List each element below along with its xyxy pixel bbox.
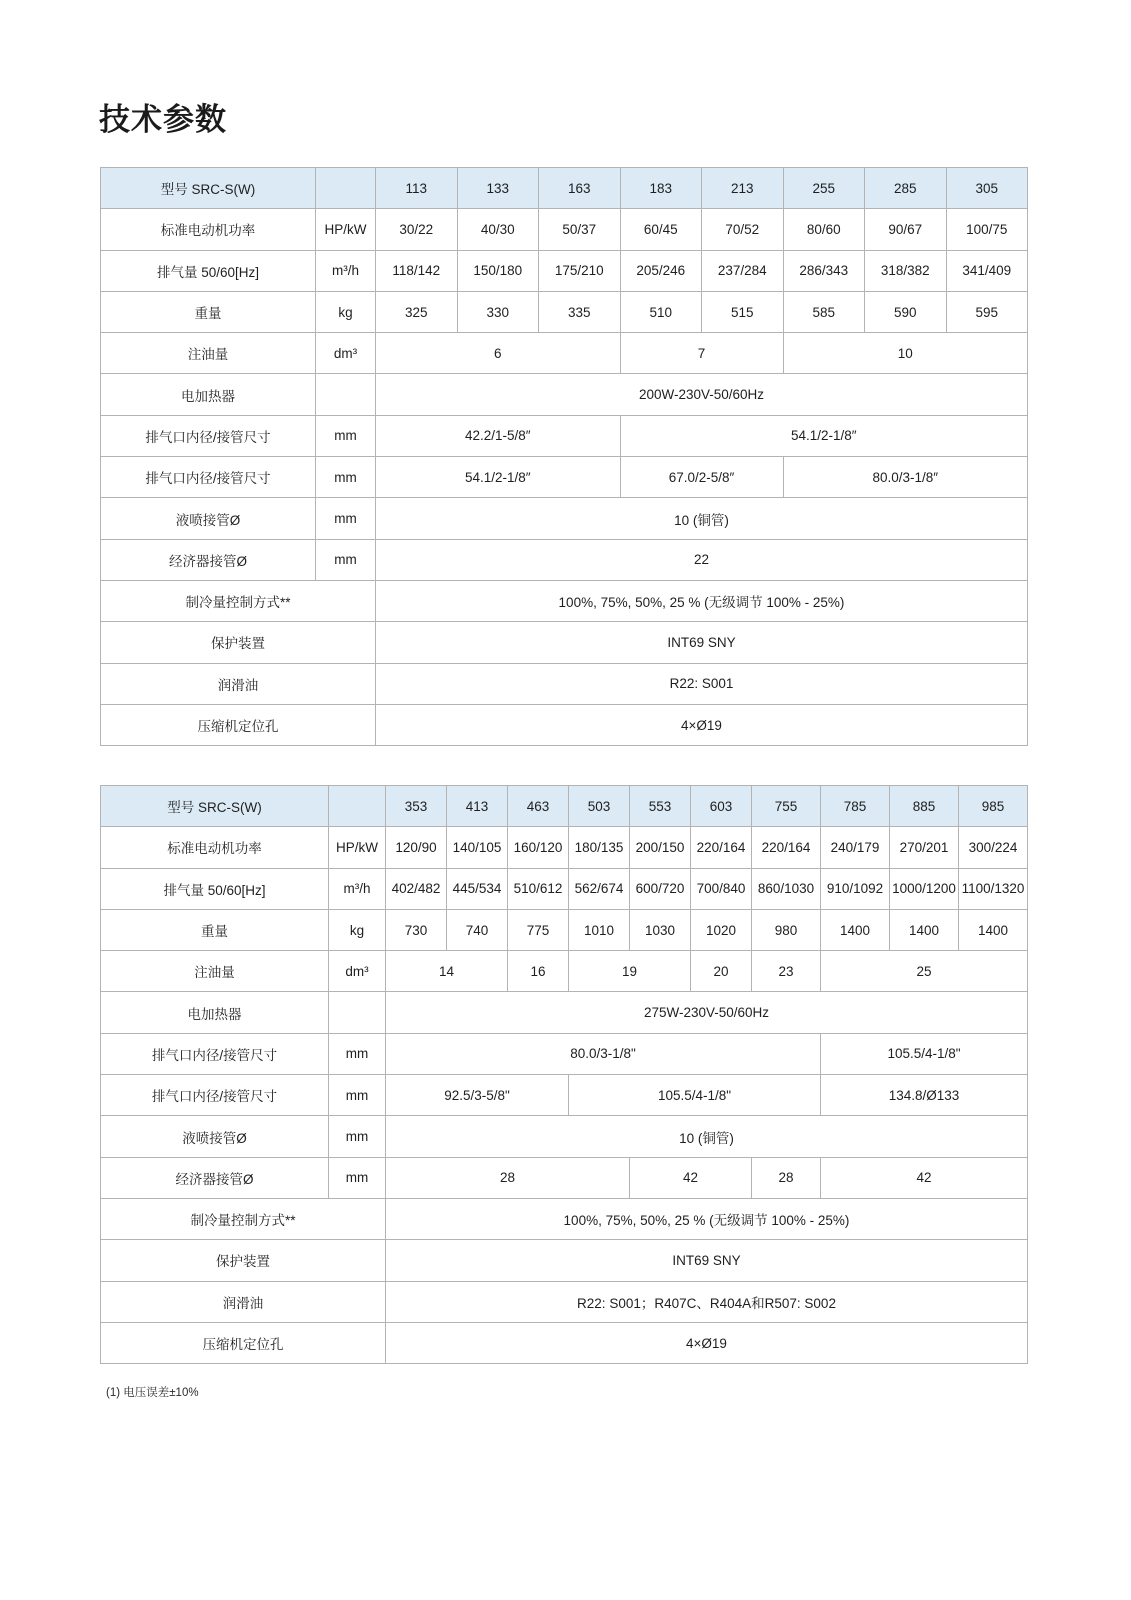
value-cell: 286/343 (783, 250, 865, 291)
row-label: 重量 (101, 909, 329, 950)
value-cell: 200/150 (630, 827, 691, 868)
value-cell: R22: S001 (376, 663, 1028, 704)
value-cell: 28 (386, 1157, 630, 1198)
value-cell: 80.0/3-1/8″ (783, 457, 1028, 498)
table-row (101, 1075, 1028, 1116)
value-cell: 70/52 (702, 209, 784, 250)
table-row (101, 909, 1028, 950)
value-cell: 7 (620, 333, 783, 374)
row-label: 标准电动机功率 (101, 209, 316, 250)
model-header-cell: 553 (630, 786, 691, 827)
unit-cell: dm³ (316, 333, 376, 374)
value-cell: 4×Ø19 (376, 704, 1028, 745)
value-cell: 1100/1320 (959, 868, 1028, 909)
value-cell: 590 (865, 291, 947, 332)
value-cell: 160/120 (508, 827, 569, 868)
table-row (101, 868, 1028, 909)
table-row (101, 1322, 1028, 1363)
model-header-cell: 755 (752, 786, 821, 827)
value-cell: INT69 SNY (376, 622, 1028, 663)
row-label: 排气口内径/接管尺寸 (101, 415, 316, 456)
table-header-row (101, 168, 1028, 209)
unit-cell: mm (329, 1033, 386, 1074)
value-cell: 28 (752, 1157, 821, 1198)
value-cell: 140/105 (447, 827, 508, 868)
value-cell: 1400 (959, 909, 1028, 950)
value-cell: 700/840 (691, 868, 752, 909)
table-row (101, 827, 1028, 868)
value-cell: 54.1/2-1/8″ (620, 415, 1028, 456)
model-header-cell: 413 (447, 786, 508, 827)
unit-cell: mm (329, 1157, 386, 1198)
table-row (101, 1281, 1028, 1322)
value-cell: 180/135 (569, 827, 630, 868)
row-label: 排气口内径/接管尺寸 (101, 1033, 329, 1074)
value-cell: 730 (386, 909, 447, 950)
value-cell: 175/210 (539, 250, 621, 291)
value-cell: 80/60 (783, 209, 865, 250)
value-cell: 910/1092 (821, 868, 890, 909)
value-cell: 220/164 (691, 827, 752, 868)
value-cell: 300/224 (959, 827, 1028, 868)
value-cell: 20 (691, 951, 752, 992)
value-cell: 220/164 (752, 827, 821, 868)
row-label: 标准电动机功率 (101, 827, 329, 868)
value-cell: 200W-230V-50/60Hz (376, 374, 1028, 415)
value-cell: 237/284 (702, 250, 784, 291)
value-cell: 100%, 75%, 50%, 25 % (无级调节 100% - 25%) (386, 1198, 1028, 1239)
value-cell: 562/674 (569, 868, 630, 909)
row-label: 电加热器 (101, 374, 316, 415)
row-label: 润滑油 (101, 663, 376, 704)
value-cell: 100/75 (946, 209, 1028, 250)
unit-cell: HP/kW (316, 209, 376, 250)
model-header-cell: 113 (376, 168, 458, 209)
table-row (101, 415, 1028, 456)
value-cell: 105.5/4-1/8" (569, 1075, 821, 1116)
value-cell: 42 (630, 1157, 752, 1198)
unit-cell (329, 992, 386, 1033)
value-cell: 240/179 (821, 827, 890, 868)
value-cell: 335 (539, 291, 621, 332)
value-cell: 275W-230V-50/60Hz (386, 992, 1028, 1033)
model-header-cell: 133 (457, 168, 539, 209)
model-header-cell: 163 (539, 168, 621, 209)
table-row (101, 951, 1028, 992)
value-cell: 19 (569, 951, 691, 992)
model-header-cell: 213 (702, 168, 784, 209)
value-cell: 54.1/2-1/8″ (376, 457, 621, 498)
model-header-cell: 503 (569, 786, 630, 827)
table-row (101, 539, 1028, 580)
value-cell: 90/67 (865, 209, 947, 250)
value-cell: 1010 (569, 909, 630, 950)
value-cell: 25 (821, 951, 1028, 992)
table-row (101, 457, 1028, 498)
value-cell: 860/1030 (752, 868, 821, 909)
value-cell: 67.0/2-5/8″ (620, 457, 783, 498)
model-header-cell: 463 (508, 786, 569, 827)
table-row (101, 333, 1028, 374)
unit-cell: m³/h (329, 868, 386, 909)
row-label: 注油量 (101, 951, 329, 992)
value-cell: 92.5/3-5/8" (386, 1075, 569, 1116)
value-cell: 595 (946, 291, 1028, 332)
model-header-cell: 285 (865, 168, 947, 209)
value-cell: 10 (铜管) (376, 498, 1028, 539)
value-cell: 510/612 (508, 868, 569, 909)
value-cell: 1020 (691, 909, 752, 950)
value-cell: 515 (702, 291, 784, 332)
value-cell: 600/720 (630, 868, 691, 909)
row-label: 排气口内径/接管尺寸 (101, 1075, 329, 1116)
table-row (101, 250, 1028, 291)
row-label: 保护装置 (101, 622, 376, 663)
value-cell: 50/37 (539, 209, 621, 250)
page-title: 技术参数 (99, 102, 227, 137)
footnote: (1) 电压误差±10% (106, 1387, 199, 1399)
table-row (101, 498, 1028, 539)
row-label: 制冷量控制方式** (101, 580, 376, 621)
value-cell: 740 (447, 909, 508, 950)
row-label: 制冷量控制方式** (101, 1198, 386, 1239)
table-row (101, 374, 1028, 415)
value-cell: 1400 (821, 909, 890, 950)
unit-cell: dm³ (329, 951, 386, 992)
row-label: 润滑油 (101, 1281, 386, 1322)
value-cell: 150/180 (457, 250, 539, 291)
value-cell: 42.2/1-5/8″ (376, 415, 621, 456)
row-label: 液喷接管Ø (101, 1116, 329, 1157)
value-cell: 1000/1200 (890, 868, 959, 909)
table-row (101, 580, 1028, 621)
value-cell: 30/22 (376, 209, 458, 250)
value-cell: 325 (376, 291, 458, 332)
row-label: 排气量 50/60[Hz] (101, 868, 329, 909)
model-header-cell: 183 (620, 168, 702, 209)
unit-cell: mm (329, 1075, 386, 1116)
value-cell: R22: S001；R407C、R404A和R507: S002 (386, 1281, 1028, 1322)
table-header-row (101, 786, 1028, 827)
value-cell: 16 (508, 951, 569, 992)
value-cell: 585 (783, 291, 865, 332)
value-cell: 120/90 (386, 827, 447, 868)
row-label: 压缩机定位孔 (101, 704, 376, 745)
value-cell: 270/201 (890, 827, 959, 868)
value-cell: 60/45 (620, 209, 702, 250)
table-row (101, 1240, 1028, 1281)
value-cell: 330 (457, 291, 539, 332)
row-label: 排气量 50/60[Hz] (101, 250, 316, 291)
unit-cell: kg (316, 291, 376, 332)
row-label: 保护装置 (101, 1240, 386, 1281)
model-header-cell: 255 (783, 168, 865, 209)
unit-cell: mm (316, 457, 376, 498)
value-cell: 105.5/4-1/8" (821, 1033, 1028, 1074)
row-label: 经济器接管Ø (101, 1157, 329, 1198)
unit-cell: kg (329, 909, 386, 950)
row-label: 电加热器 (101, 992, 329, 1033)
value-cell: INT69 SNY (386, 1240, 1028, 1281)
row-label: 压缩机定位孔 (101, 1322, 386, 1363)
value-cell: 1030 (630, 909, 691, 950)
table-row (101, 704, 1028, 745)
value-cell: 134.8/Ø133 (821, 1075, 1028, 1116)
row-label: 重量 (101, 291, 316, 332)
unit-cell: mm (316, 498, 376, 539)
value-cell: 14 (386, 951, 508, 992)
value-cell: 10 (铜管) (386, 1116, 1028, 1157)
value-cell: 402/482 (386, 868, 447, 909)
value-cell: 445/534 (447, 868, 508, 909)
table-row (101, 622, 1028, 663)
value-cell: 40/30 (457, 209, 539, 250)
value-cell: 775 (508, 909, 569, 950)
spec-table-2 (100, 785, 1028, 1364)
table-row (101, 291, 1028, 332)
value-cell: 980 (752, 909, 821, 950)
value-cell: 6 (376, 333, 621, 374)
value-cell: 205/246 (620, 250, 702, 291)
value-cell: 4×Ø19 (386, 1322, 1028, 1363)
row-label: 排气口内径/接管尺寸 (101, 457, 316, 498)
model-header-cell: 785 (821, 786, 890, 827)
value-cell: 80.0/3-1/8" (386, 1033, 821, 1074)
row-label: 液喷接管Ø (101, 498, 316, 539)
value-cell: 23 (752, 951, 821, 992)
row-label: 经济器接管Ø (101, 539, 316, 580)
unit-cell: mm (316, 415, 376, 456)
value-cell: 341/409 (946, 250, 1028, 291)
table-row (101, 1116, 1028, 1157)
model-header-cell: 885 (890, 786, 959, 827)
value-cell: 22 (376, 539, 1028, 580)
model-header-cell: 305 (946, 168, 1028, 209)
unit-cell: mm (329, 1116, 386, 1157)
value-cell: 10 (783, 333, 1028, 374)
unit-cell (316, 374, 376, 415)
unit-header-cell (316, 168, 376, 209)
unit-cell: m³/h (316, 250, 376, 291)
unit-cell: mm (316, 539, 376, 580)
table-row (101, 209, 1028, 250)
model-header-cell: 353 (386, 786, 447, 827)
table-row (101, 1033, 1028, 1074)
model-label-cell: 型号 SRC-S(W) (101, 168, 316, 209)
value-cell: 510 (620, 291, 702, 332)
value-cell: 1400 (890, 909, 959, 950)
unit-header-cell (329, 786, 386, 827)
unit-cell: HP/kW (329, 827, 386, 868)
spec-table-1 (100, 167, 1028, 746)
value-cell: 118/142 (376, 250, 458, 291)
value-cell: 42 (821, 1157, 1028, 1198)
model-header-cell: 603 (691, 786, 752, 827)
table-row (101, 992, 1028, 1033)
value-cell: 318/382 (865, 250, 947, 291)
table-row (101, 1157, 1028, 1198)
model-label-cell: 型号 SRC-S(W) (101, 786, 329, 827)
table-row (101, 663, 1028, 704)
model-header-cell: 985 (959, 786, 1028, 827)
value-cell: 100%, 75%, 50%, 25 % (无级调节 100% - 25%) (376, 580, 1028, 621)
row-label: 注油量 (101, 333, 316, 374)
table-row (101, 1198, 1028, 1239)
